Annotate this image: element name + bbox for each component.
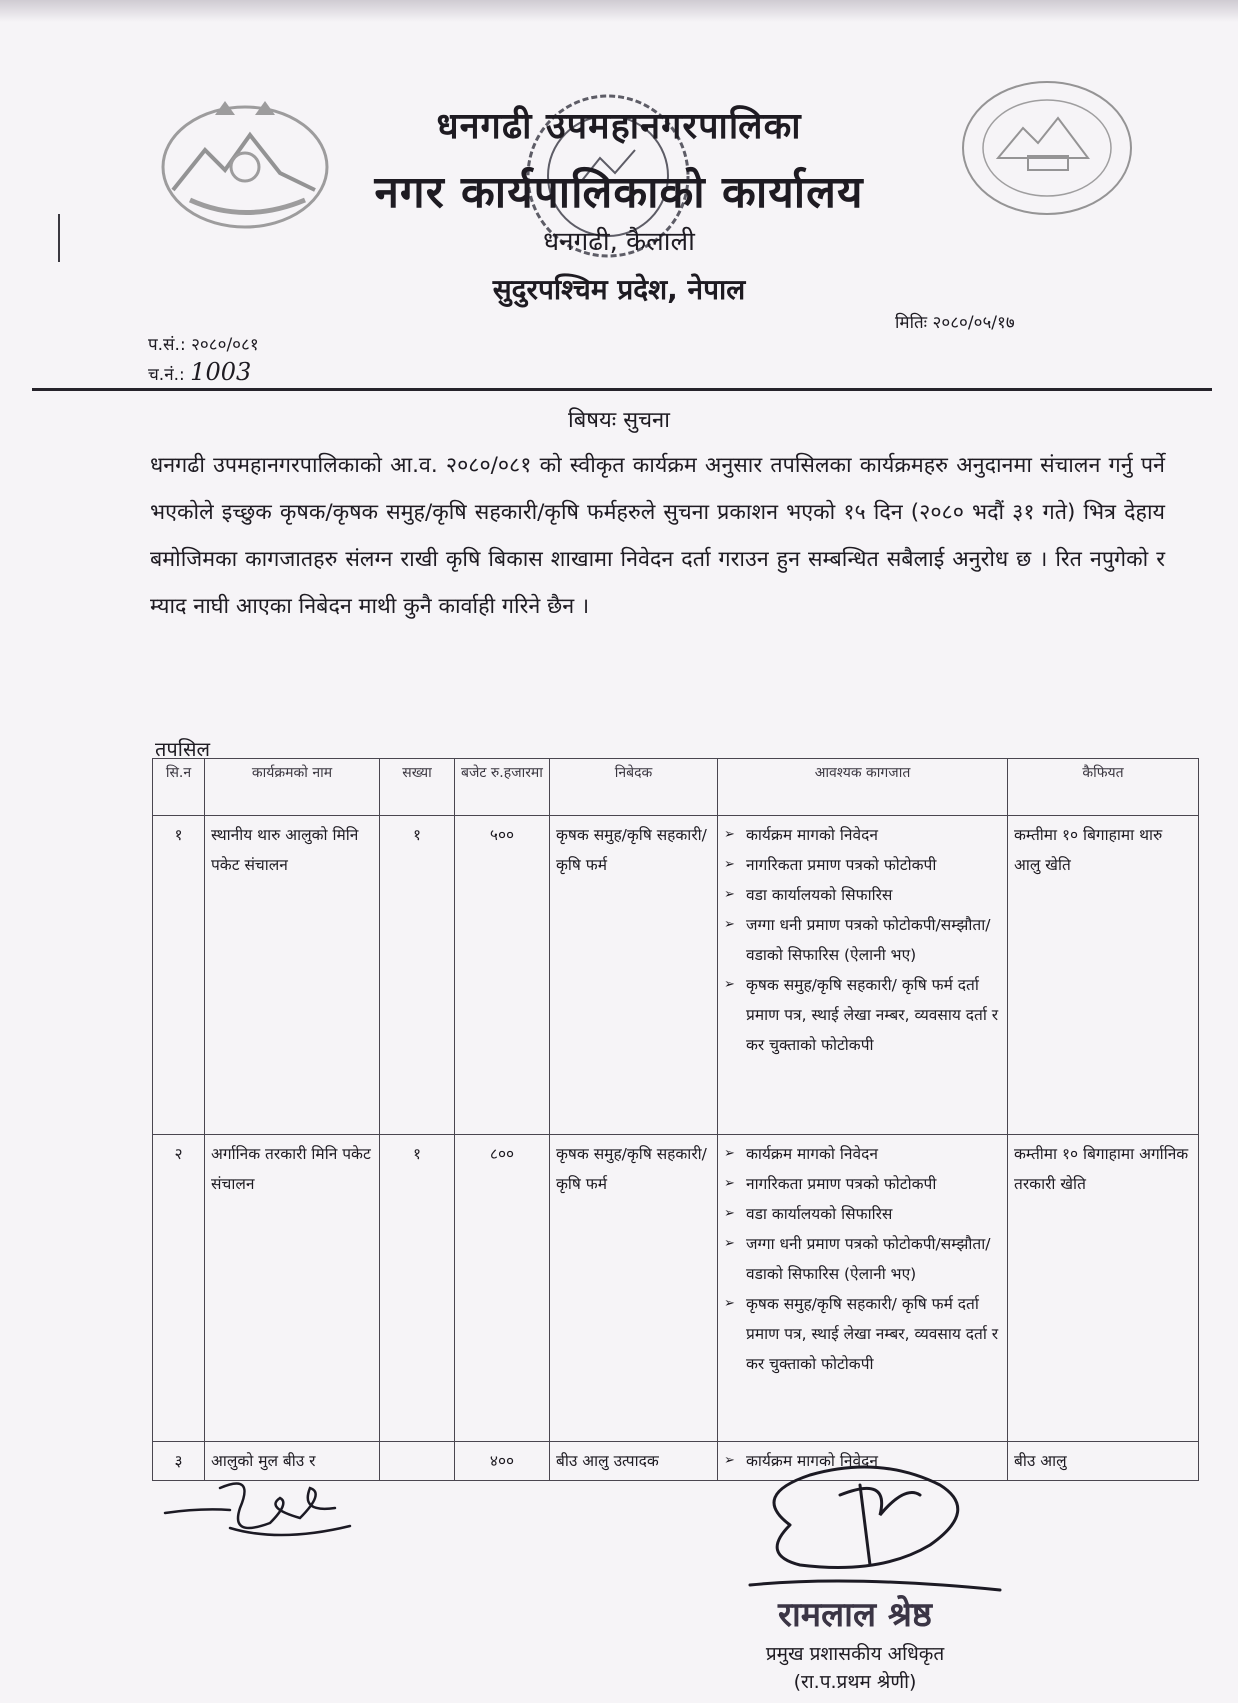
program-schedule-table <box>152 758 1199 1481</box>
cell-remarks: बीउ आलु <box>1008 1442 1199 1481</box>
document-item: ➢ जग्गा धनी प्रमाण पत्रको फोटोकपी/सम्झौता/वडाको सिफारिस (ऐलानी भए) <box>724 910 1001 970</box>
document-item: ➢ कार्यक्रम मागको निवेदन <box>724 1139 1001 1169</box>
documents-list <box>724 1139 1001 1379</box>
cell-remarks: कम्तीमा १० बिगाहामा अर्गानिक तरकारी खेति <box>1008 1135 1199 1442</box>
letter-date <box>895 310 1015 333</box>
header-applicant: निबेदक <box>550 759 718 816</box>
scan-edge <box>0 0 1238 22</box>
reference-number <box>148 332 259 355</box>
header-remarks: कैफियत <box>1008 759 1199 816</box>
signatory-name: रामलाल श्रेष्ठ <box>778 1595 932 1635</box>
notice-body: धनगढी उपमहानगरपालिकाको आ.व. २०८०/०८१ को स्वीकृत कार्यक्रम अनुसार तपसिलका कार्यक्रमहरु अनुदानमा संचालन गर्नु पर्ने भएकोले इच्छुक कृषक/कृषक समुह/कृषि सहकारी/कृषि फर्महरुले सुचना प्रकाशन भएको १५ दिन (२०८० भदौं ३१ गते) भित्र देहाय बमोजिमका कागजातहरु संलग्न राखी कृषि बिकास शाखामा निवेदन दर्ता गराउन हुन सम्बन्धित सबैलाई अनुरोध छ । रित नपुगेको र म्याद नाघी आएका निबेदन माथी कुनै कार्वाही गरिने छैन । <box>150 453 1165 619</box>
cell-remarks: कम्तीमा १० बिगाहामा थारु आलु खेति <box>1008 816 1199 1135</box>
ps-value: २०८०/०८१ <box>191 335 259 355</box>
document-item: ➢ कृषक समुह/कृषि सहकारी/ कृषि फर्म दर्ता प्रमाण पत्र, स्थाई लेखा नम्बर, व्यवसाय दर्ता र कर चुक्ताको फोटोकपी <box>724 1289 1001 1379</box>
header-documents: आवश्यक कागजात <box>718 759 1008 816</box>
cell-program: स्थानीय थारु आलुको मिनि पकेट संचालन <box>205 816 380 1135</box>
document-item: ➢ वडा कार्यालयको सिफारिस <box>724 1199 1001 1229</box>
province-name: सुदुरपश्चिम प्रदेश, नेपाल <box>492 273 746 306</box>
cn-label: च.नं.: <box>148 365 185 385</box>
cell-sn: ३ <box>153 1442 205 1481</box>
notice-subject: बिषयः सुचना <box>568 408 670 433</box>
header-budget: बजेट रु.हजारमा <box>455 759 550 816</box>
document-item: ➢ कार्यक्रम मागको निवेदन <box>724 1446 1001 1476</box>
document-item: ➢ कार्यक्रम मागको निवेदन <box>724 820 1001 850</box>
cell-applicant: बीउ आलु उत्पादक <box>550 1442 718 1481</box>
municipality-name: धनगढी उपमहानगरपालिका <box>436 106 802 147</box>
cell-budget: ५०० <box>455 816 550 1135</box>
header-program: कार्यक्रमको नाम <box>205 759 380 816</box>
header-divider <box>32 388 1212 391</box>
cell-budget: ८०० <box>455 1135 550 1442</box>
table-row <box>153 816 1199 1135</box>
cell-documents <box>718 1135 1008 1442</box>
table-header-row <box>153 759 1199 816</box>
dispatch-number <box>148 358 251 386</box>
document-item: ➢ वडा कार्यालयको सिफारिस <box>724 880 1001 910</box>
document-item: ➢ नागरिकता प्रमाण पत्रको फोटोकपी <box>724 1169 1001 1199</box>
documents-list <box>724 820 1001 1060</box>
office-location: धनगढी, कैलाली <box>543 227 695 257</box>
ps-label: प.सं.: <box>148 335 186 355</box>
cell-program: आलुको मुल बीउ र <box>205 1442 380 1481</box>
cell-sn: २ <box>153 1135 205 1442</box>
date-value: २०८०/०५/१७ <box>932 313 1015 333</box>
cell-sn: १ <box>153 816 205 1135</box>
cell-documents <box>718 816 1008 1135</box>
document-item: ➢ जग्गा धनी प्रमाण पत्रको फोटोकपी/सम्झौता/वडाको सिफारिस (ऐलानी भए) <box>724 1229 1001 1289</box>
signatory-title: प्रमुख प्रशासकीय अधिकृत <box>765 1643 945 1665</box>
document-item: ➢ नागरिकता प्रमाण पत्रको फोटोकपी <box>724 850 1001 880</box>
signatory-grade: (रा.प.प्रथम श्रेणी) <box>793 1671 917 1693</box>
table-row <box>153 1135 1199 1442</box>
cell-applicant: कृषक समुह/कृषि सहकारी/ कृषि फर्म <box>550 1135 718 1442</box>
cell-program: अर्गानिक तरकारी मिनि पकेट संचालन <box>205 1135 380 1442</box>
handwritten-signature-left <box>160 1468 360 1548</box>
header-count: सख्या <box>380 759 455 816</box>
date-label: मितिः <box>895 313 928 333</box>
cn-value: 1003 <box>190 358 252 386</box>
cell-count <box>380 1442 455 1481</box>
office-name: नगर कार्यपालिकाको कार्यालय <box>374 167 864 218</box>
cell-budget: ४०० <box>455 1442 550 1481</box>
cell-count: १ <box>380 816 455 1135</box>
cell-applicant: कृषक समुह/कृषि सहकारी/ कृषि फर्म <box>550 816 718 1135</box>
header-sn: सि.न <box>153 759 205 816</box>
document-item: ➢ कृषक समुह/कृषि सहकारी/ कृषि फर्म दर्ता प्रमाण पत्र, स्थाई लेखा नम्बर, व्यवसाय दर्ता र कर चुक्ताको फोटोकपी <box>724 970 1001 1060</box>
cell-count: १ <box>380 1135 455 1442</box>
handwritten-signature-right <box>730 1455 1010 1605</box>
schedule-title: तपसिल <box>155 737 211 761</box>
